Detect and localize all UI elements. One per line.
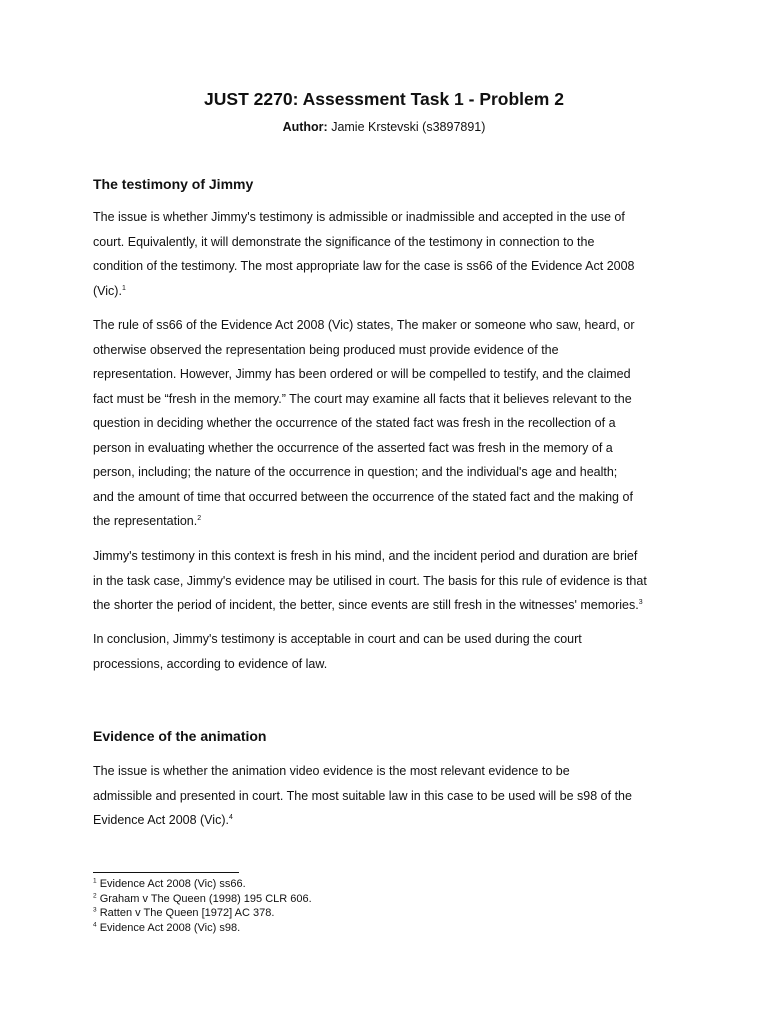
footnote-number: 3 (93, 906, 97, 914)
text-line: person, including; the nature of the occurrence in question; and the individual's age and health; (93, 465, 618, 479)
text-line (93, 279, 683, 304)
paragraph (93, 544, 683, 618)
paragraph (93, 627, 683, 676)
author-line (0, 119, 768, 135)
footnote-ref: 1 (121, 284, 126, 292)
text-line: person in evaluating whether the occurrence of the asserted fact was fresh in the memory of a (93, 440, 613, 455)
text-line: In conclusion, Jimmy's testimony is acceptable in court and can be used during the court (93, 632, 582, 646)
footnote (93, 892, 312, 907)
footnote-ref: 3 (638, 598, 643, 606)
text-line: The issue is whether the animation video evidence is the most relevant evidence to be (93, 764, 570, 778)
footnote-text: Ratten v The Queen [1972] AC 378. (99, 907, 275, 919)
text-line: admissible and presented in court. The most suitable law in this case to be used will be s98 of the (93, 788, 632, 803)
footnote-separator (93, 872, 239, 873)
text-line: Jimmy's testimony in this context is fresh in his mind, and the incident period and duration are brief (93, 549, 638, 563)
footnote (93, 906, 312, 921)
text-line: The issue is whether Jimmy's testimony is admissible or inadmissible and accepted in the use of (93, 210, 625, 224)
text-fragment: the shorter the period of incident, the better, since events are still fresh in the witnesses' memories. (93, 598, 639, 612)
text-fragment: the representation. (93, 514, 198, 528)
author-label: Author: (282, 120, 328, 134)
text-line: condition of the testimony. The most appropriate law for the case is ss66 of the Evidence Act 2008 (93, 259, 635, 273)
text-line: fact must be “fresh in the memory.” The court may examine all facts that it believes relevant to the (93, 391, 632, 406)
section-heading: The testimony of Jimmy (93, 176, 254, 192)
text-line (93, 593, 683, 618)
footnote-number: 2 (93, 891, 97, 899)
paragraph (93, 205, 683, 303)
document-title: JUST 2270: Assessment Task 1 - Problem 2 (204, 89, 564, 109)
text-fragment: Evidence Act 2008 (Vic). (93, 813, 229, 827)
text-line: representation. However, Jimmy has been ordered or will be compelled to testify, and the claimed (93, 367, 631, 381)
footnotes (93, 877, 312, 935)
text-line: otherwise observed the representation being produced must provide evidence of the (93, 342, 559, 357)
footnote-ref: 4 (228, 813, 233, 821)
text-line (93, 808, 683, 833)
section-heading: Evidence of the animation (93, 728, 267, 744)
footnote-number: 1 (93, 877, 97, 885)
text-fragment: (Vic). (93, 283, 122, 298)
text-line: processions, according to evidence of law. (93, 656, 328, 671)
footnote-text: Evidence Act 2008 (Vic) ss66. (99, 878, 246, 890)
author-name: Jamie Krstevski (s3897891) (331, 120, 486, 134)
footnote-text: Evidence Act 2008 (Vic) s98. (99, 921, 241, 934)
text-line: in the task case, Jimmy's evidence may be utilised in court. The basis for this rule of evidence is that (93, 573, 647, 588)
footnote-number: 4 (93, 920, 97, 928)
paragraph (93, 313, 683, 534)
footnote-text: Graham v The Queen (1998) 195 CLR 606. (99, 892, 312, 905)
footnote (93, 877, 312, 892)
paragraph (93, 759, 683, 833)
text-line: and the amount of time that occurred between the occurrence of the stated fact and the making of (93, 489, 633, 504)
footnote (93, 921, 312, 936)
text-line: question in deciding whether the occurrence of the stated fact was fresh in the recollection of a (93, 416, 616, 430)
text-line: The rule of ss66 of the Evidence Act 2008 (Vic) states, The maker or someone who saw, heard, or (93, 318, 635, 332)
text-line: court. Equivalently, it will demonstrate the significance of the testimony in connection to the (93, 234, 595, 249)
footnote-ref: 2 (197, 514, 202, 522)
text-line (93, 509, 683, 534)
